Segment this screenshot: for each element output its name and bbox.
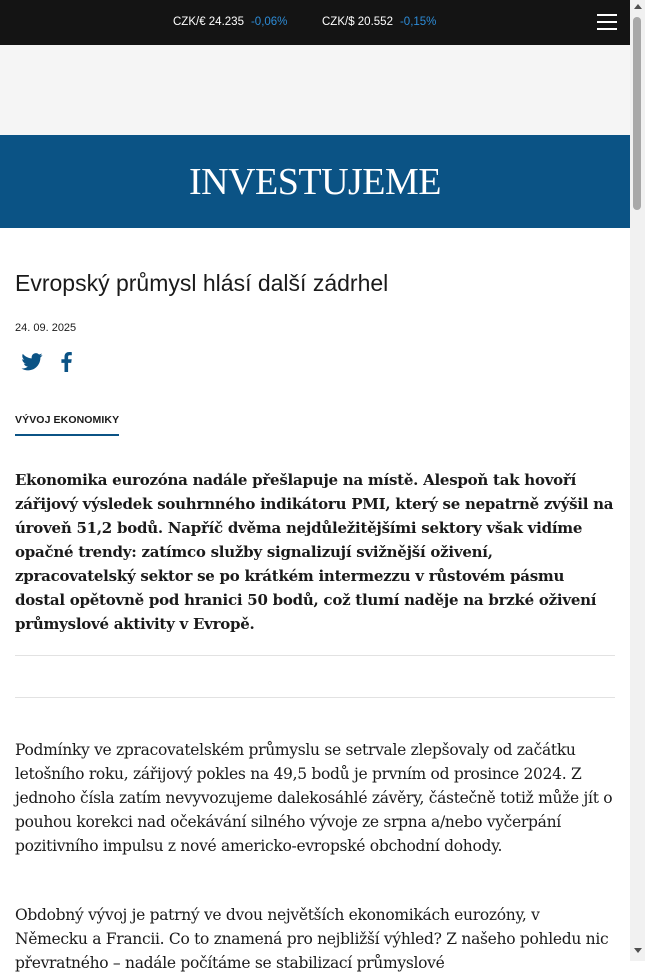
usd-rate-change: -0,15% — [399, 16, 437, 28]
scrollbar-thumb[interactable] — [633, 17, 641, 210]
share-buttons — [21, 352, 72, 372]
top-bar — [0, 0, 630, 45]
scroll-down-arrow-icon[interactable] — [634, 948, 642, 953]
scroll-up-arrow-icon[interactable] — [634, 4, 642, 9]
category-tag[interactable]: VÝVOJ EKONOMIKY — [15, 414, 119, 436]
usd-rate — [322, 16, 436, 28]
hamburger-menu-icon[interactable] — [597, 14, 617, 31]
divider — [15, 697, 615, 698]
logo[interactable]: INVESTUJEME — [188, 161, 442, 203]
ad-space — [0, 45, 630, 135]
brand-header — [0, 135, 630, 228]
twitter-icon[interactable] — [21, 353, 43, 371]
usd-rate-label: CZK/$ 20.552 — [322, 16, 393, 28]
article-lead: Ekonomika eurozóna nadále přešlapuje na místě. Alespoň tak hovoří zářijový výsledek souhrnného indikátoru PMI, který se nepatrně zvýšil na úroveň 51,2 bodů. Napříč dvěma nejdůležitějšími sektory však vidíme opačné trendy: zatímco služby signalizují svižnější oživení, zpracovatelský sektor se po krátkém intermezzu v růstovém pásmu dostal opětovně pod hranici 50 bodů, což tlumí naděje na brzké oživení průmyslové aktivity v Evropě. — [15, 471, 614, 633]
divider — [15, 655, 615, 656]
eur-rate-label: CZK/€ 24.235 — [173, 16, 244, 28]
article-paragraph: Obdobný vývoj je patrný ve dvou největších ekonomikách eurozóny, v Německu a Francii. Co to znamená pro nejbližší výhled? Z našeho pohledu nic převratného – nadále počítáme se stabilizací průmyslové — [15, 906, 609, 972]
article-title: Evropský průmysl hlásí další zádrhel — [15, 270, 389, 296]
article-paragraph: Podmínky ve zpracovatelském průmyslu se setrvale zlepšovaly od začátku letošního roku, zářijový pokles na 49,5 bodů je prvním od prosince 2024. Z jednoho čísla zatím nevyvozujeme dalekosáhlé závěry, částečně totiž může jít o pouhou korekci nad očekávání silného vývoje ze srpna a/nebo vyčerpání pozitivního impulsu z nové americko-evropské obchodní dohody. — [15, 741, 613, 855]
eur-rate — [173, 16, 287, 28]
article-date: 24. 09. 2025 — [15, 322, 77, 334]
eur-rate-change: -0,06% — [250, 16, 288, 28]
facebook-icon[interactable] — [61, 352, 72, 372]
scrollbar[interactable] — [630, 0, 645, 961]
